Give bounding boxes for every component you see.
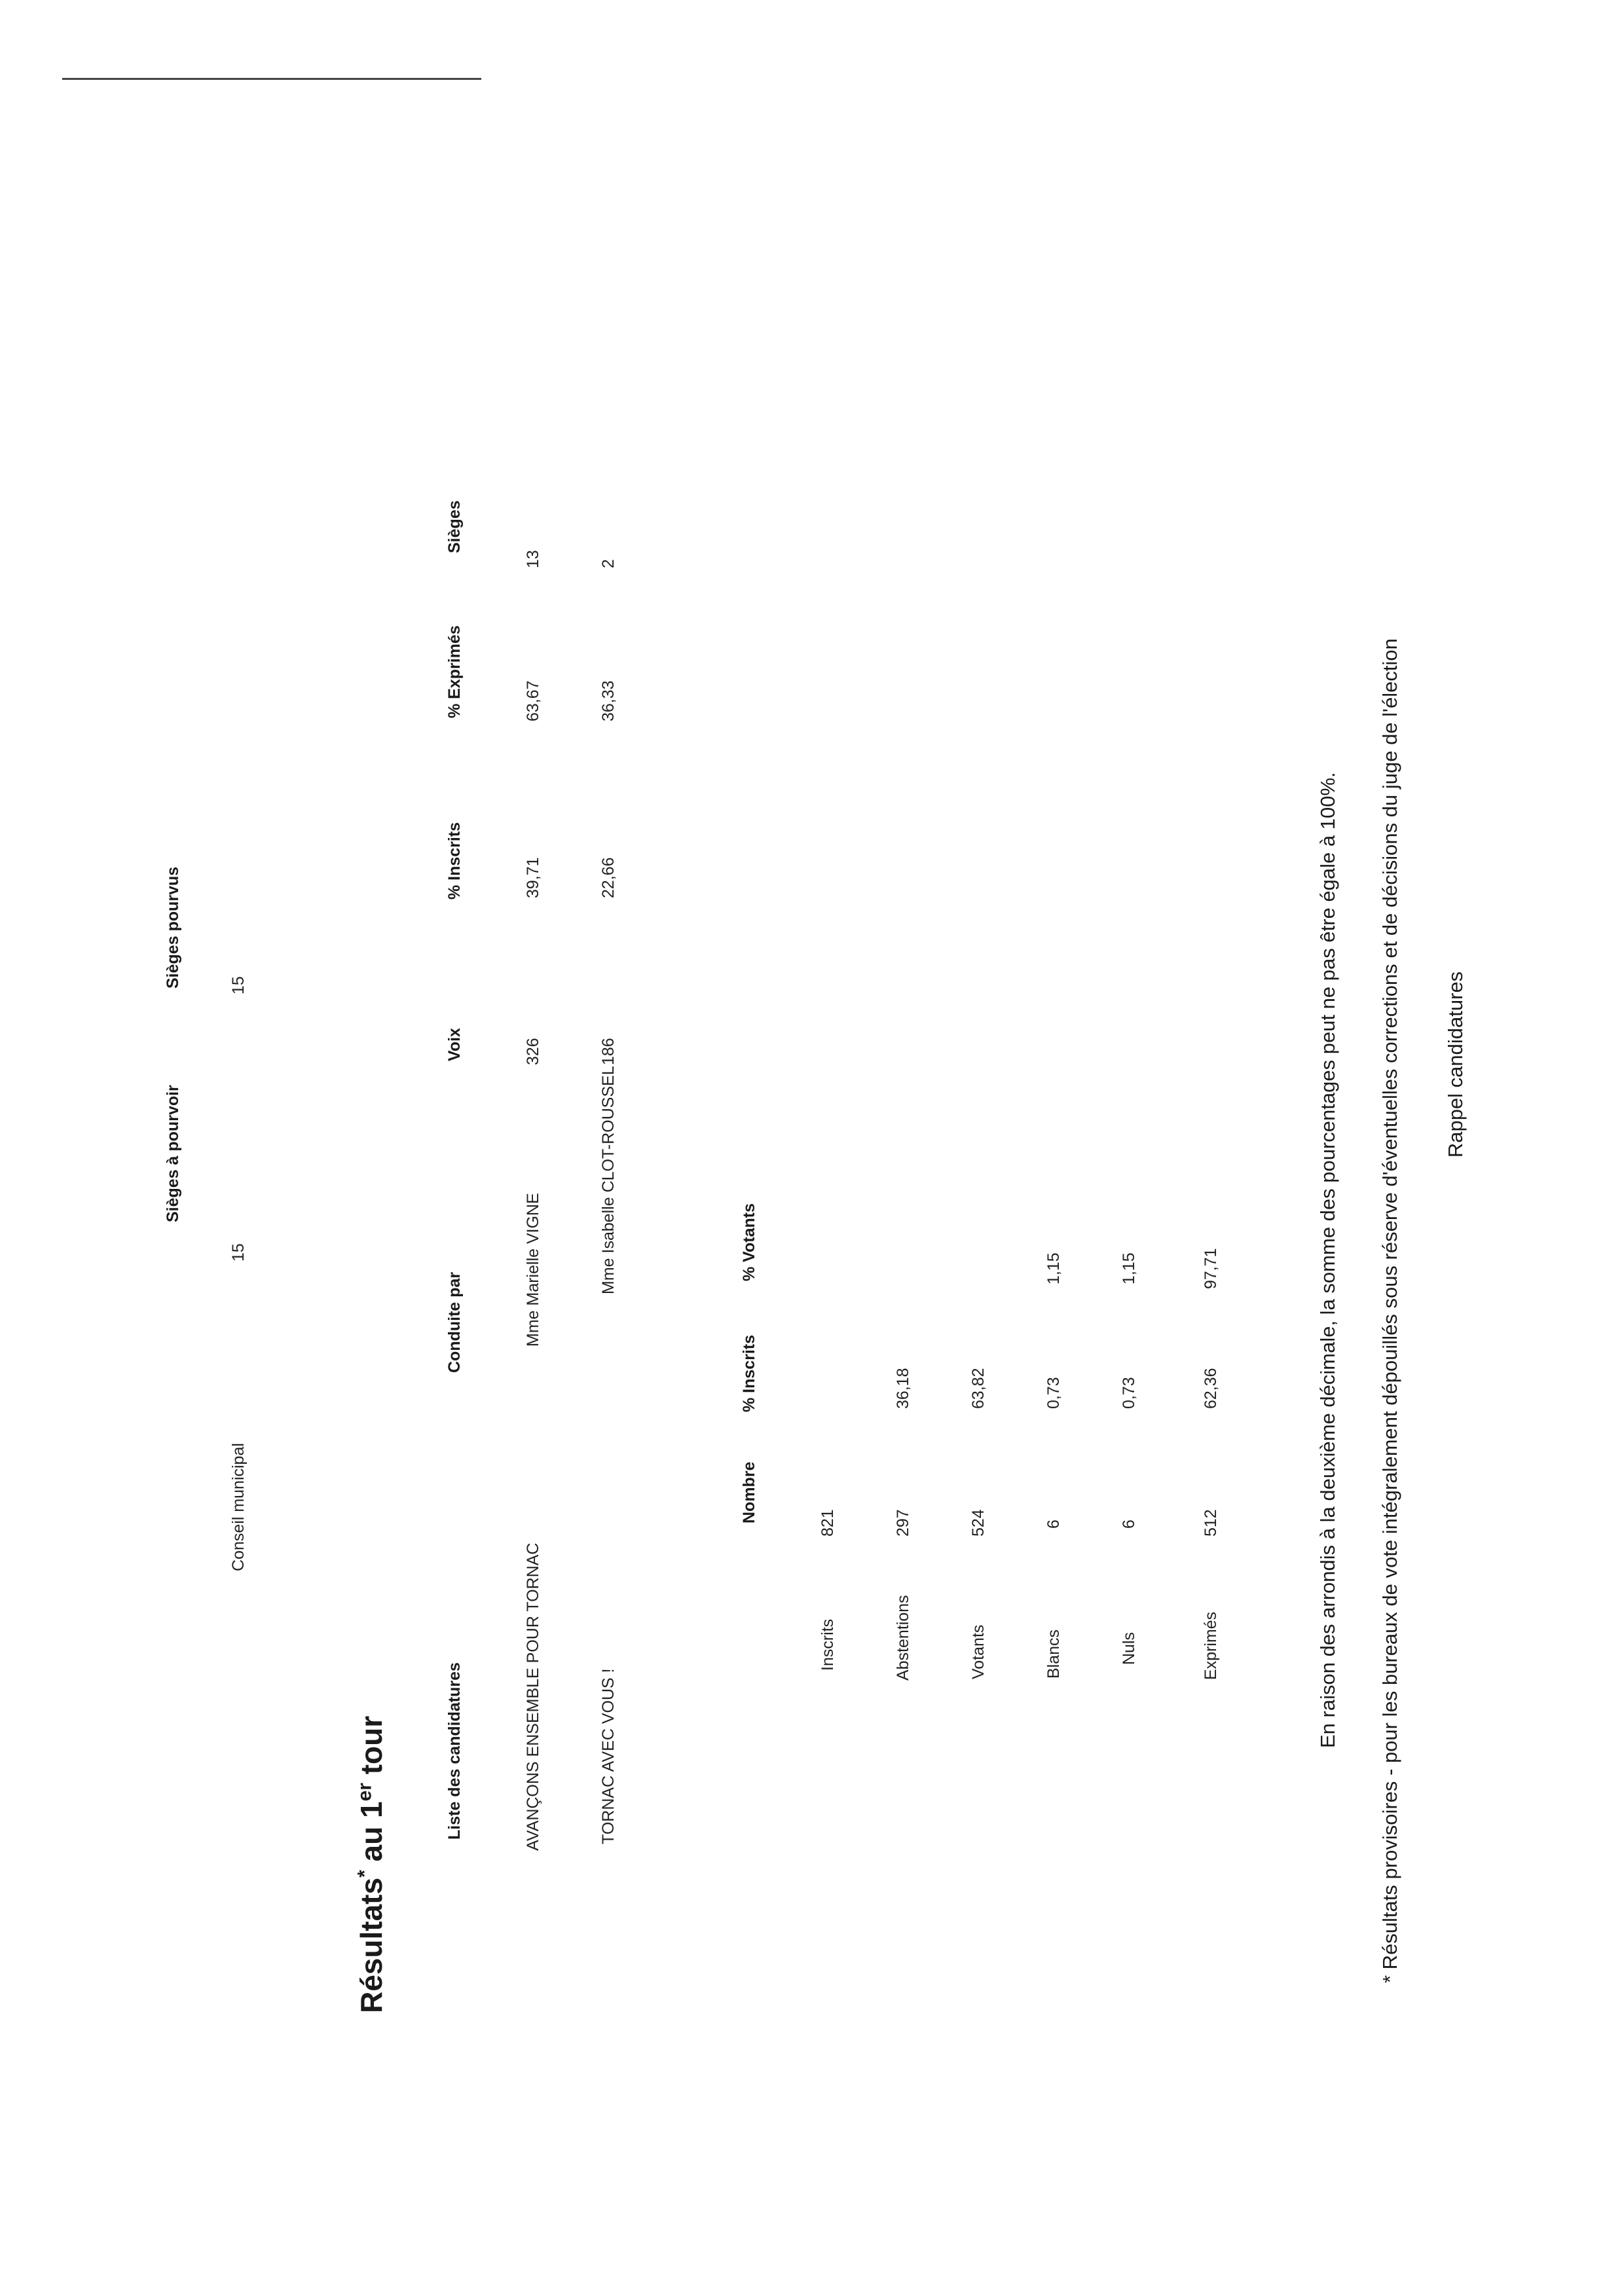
header-seats-filled: Sièges pourvus	[164, 866, 182, 989]
header-votes: Voix	[445, 1028, 464, 1061]
stat-number: 297	[894, 1509, 912, 1537]
list-name: AVANÇONS ENSEMBLE POUR TORNAC	[524, 1542, 542, 1851]
header-pct-registered: % Inscrits	[445, 822, 464, 900]
stat-label: Exprimés	[1202, 1611, 1220, 1680]
list-pct-expressed: 36,33	[599, 680, 618, 721]
stat-number: 821	[819, 1509, 837, 1537]
stat-pct-voters: 1,15	[1120, 1252, 1138, 1285]
header-list: Liste des candidatures	[445, 1662, 464, 1840]
page-title: Résultats* au 1er tour	[354, 1715, 388, 2013]
stat-number: 512	[1202, 1509, 1220, 1537]
list-pct-expressed: 63,67	[524, 680, 542, 721]
list-seats: 13	[524, 550, 542, 568]
header-pct-expressed: % Exprimés	[445, 625, 464, 718]
stat-pct-registered: 0,73	[1120, 1377, 1138, 1409]
header-seats: Sièges	[445, 500, 464, 553]
header-seats-to-fill: Sièges à pourvoir	[164, 1085, 182, 1222]
list-votes: 186	[599, 1038, 618, 1065]
stat-number: 524	[969, 1509, 987, 1537]
stat-label: Nuls	[1120, 1631, 1138, 1665]
list-pct-registered: 39,71	[524, 857, 542, 898]
list-votes: 326	[524, 1038, 542, 1065]
header-led-by: Conduite par	[445, 1271, 464, 1373]
stat-number: 6	[1044, 1520, 1063, 1529]
provisional-note: * Résultats provisoires - pour les bureaux de vote intégralement dépouillés sous réserve d'éventuelles corrections et de décisions du juge de l'élection	[1378, 638, 1401, 1983]
stat-pct-registered: 63,82	[969, 1368, 987, 1409]
council-name: Conseil municipal	[229, 1443, 248, 1571]
stat-label: Votants	[969, 1624, 987, 1679]
header-pct-voters: % Votants	[740, 1203, 758, 1281]
header-number: Nombre	[740, 1461, 758, 1523]
list-pct-registered: 22,66	[599, 857, 618, 898]
stat-pct-voters: 97,71	[1202, 1248, 1220, 1289]
stat-label: Abstentions	[894, 1595, 912, 1681]
list-name: TORNAC AVEC VOUS !	[599, 1668, 618, 1844]
header-pct-registered-stats: % Inscrits	[740, 1334, 758, 1412]
stat-number: 6	[1120, 1520, 1138, 1529]
list-led-by: Mme Marielle VIGNE	[524, 1193, 542, 1347]
stat-pct-registered: 62,36	[1202, 1368, 1220, 1409]
list-led-by: Mme Isabelle CLOT-ROUSSEL	[599, 1066, 618, 1294]
list-seats: 2	[599, 559, 618, 568]
stat-pct-registered: 36,18	[894, 1368, 912, 1409]
stat-pct-registered: 0,73	[1044, 1377, 1063, 1409]
stat-pct-voters: 1,15	[1044, 1252, 1063, 1285]
council-seats-to-fill: 15	[229, 1243, 248, 1262]
council-seats-filled: 15	[229, 976, 248, 994]
candidatures-reminder: Rappel candidatures	[1444, 971, 1467, 1158]
stat-label: Inscrits	[819, 1618, 837, 1671]
rounding-note: En raison des arrondis à la deuxième décimale, la somme des pourcentages peut ne pas être égale à 100%.	[1316, 772, 1339, 1748]
stat-label: Blancs	[1044, 1629, 1063, 1679]
